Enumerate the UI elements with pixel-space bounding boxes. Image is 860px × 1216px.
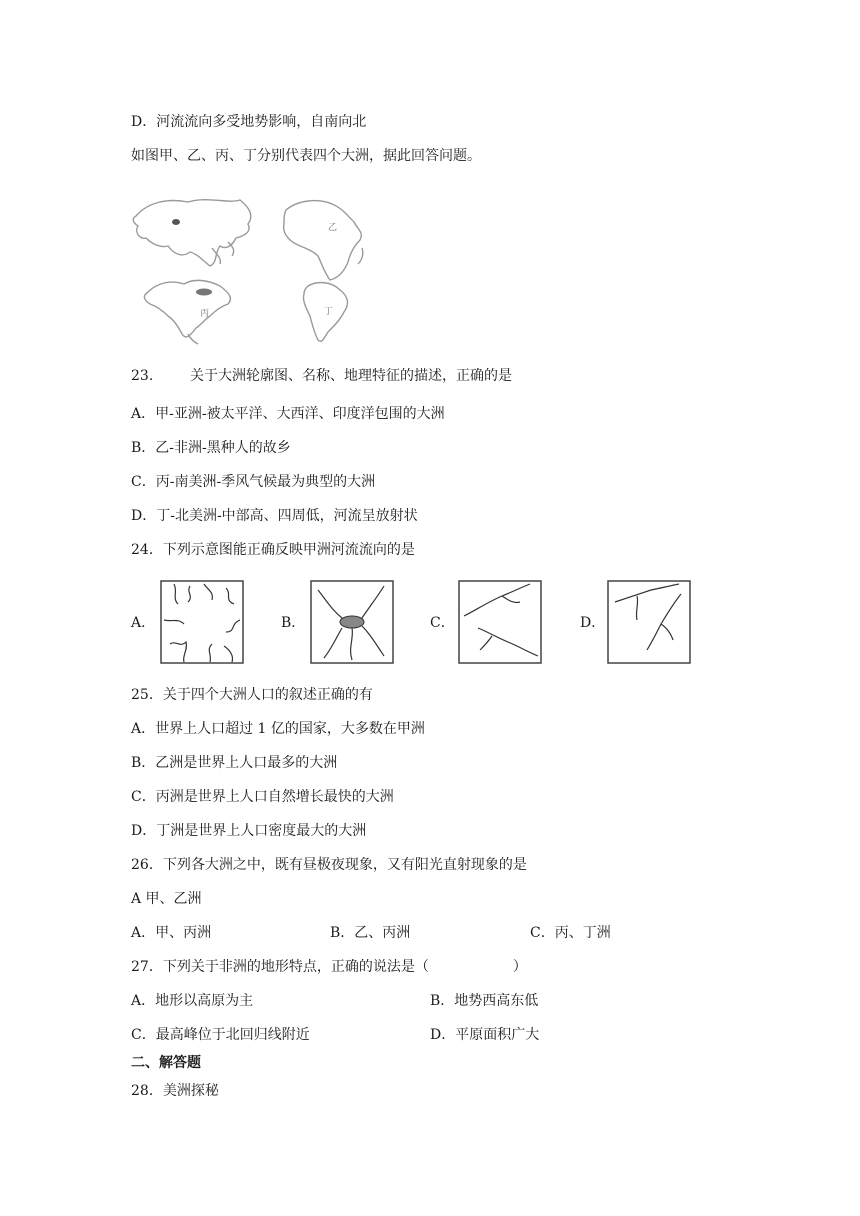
q26-option-b: B．乙、丙洲	[330, 925, 411, 941]
section-title: 二、解答题	[131, 1055, 201, 1071]
q24-label-c: C．	[430, 615, 455, 631]
q24-figure-b	[310, 580, 394, 664]
q23-number: 23.	[131, 368, 154, 384]
q24-figure-d	[607, 580, 691, 664]
q25-option-c: C．丙洲是世界上人口自然增长最快的大洲	[131, 789, 394, 805]
q23-option-a: A．甲-亚洲-被太平洋、大西洋、印度洋包围的大洲	[131, 406, 445, 422]
label-ding: 丁	[324, 307, 334, 317]
q22-option-d: D．河流流向多受地势影响，自南向北	[131, 114, 367, 130]
q26-stem: 26．下列各大洲之中，既有昼极夜现象，又有阳光直射现象的是	[131, 857, 527, 873]
q27-option-d: D．平原面积广大	[430, 1027, 540, 1043]
q23-option-c: C．丙-南美洲-季风气候最为典型的大洲	[131, 474, 376, 490]
africa-outline	[284, 201, 362, 280]
q23-stem: 关于大洲轮廓图、名称、地理特征的描述，正确的是	[190, 368, 512, 384]
q24-label-b: B．	[281, 615, 306, 631]
q26-option-c: C．丙、丁洲	[530, 925, 611, 941]
intro-text: 如图甲、乙、丙、丁分别代表四个大洲，据此回答问题。	[131, 148, 481, 164]
q27-option-b: B．地势西高东低	[430, 993, 539, 1009]
continent-outline-svg	[128, 188, 378, 346]
q24-stem: 24．下列示意图能正确反映甲洲河流流向的是	[131, 542, 415, 558]
q25-stem: 25．关于四个大洲人口的叙述正确的有	[131, 687, 373, 703]
label-bing: 丙	[200, 309, 210, 319]
q24-figure-c	[458, 580, 542, 664]
q23-option-d: D．丁-北美洲-中部高、四周低，河流呈放射状	[131, 508, 418, 524]
q26-option-a2: A．甲、丙洲	[131, 925, 212, 941]
q23-option-b: B．乙-非洲-黑种人的故乡	[131, 440, 291, 456]
label-yi: 乙	[328, 223, 338, 233]
q25-option-d: D．丁洲是世界上人口密度最大的大洲	[131, 823, 367, 839]
q24-figure-a	[160, 580, 244, 664]
q26-option-a: A 甲、乙洲	[131, 891, 202, 907]
asia-outline	[133, 200, 251, 266]
q25-option-b: B．乙洲是世界上人口最多的大洲	[131, 755, 338, 771]
continent-outline-map	[128, 188, 378, 346]
q27-option-c: C．最高峰位于北回归线附近	[131, 1027, 310, 1043]
q24-label-d: D．	[580, 615, 606, 631]
north-america-outline	[144, 280, 230, 337]
q27-option-a: A．地形以高原为主	[131, 993, 254, 1009]
q25-option-a: A．世界上人口超过 1 亿的国家，大多数在甲洲	[131, 721, 425, 737]
q27-stem: 27．下列关于非洲的地形特点，正确的说法是（ ）	[131, 959, 527, 975]
q24-label-a: A．	[131, 615, 156, 631]
q28-stem: 28．美洲探秘	[131, 1083, 219, 1099]
